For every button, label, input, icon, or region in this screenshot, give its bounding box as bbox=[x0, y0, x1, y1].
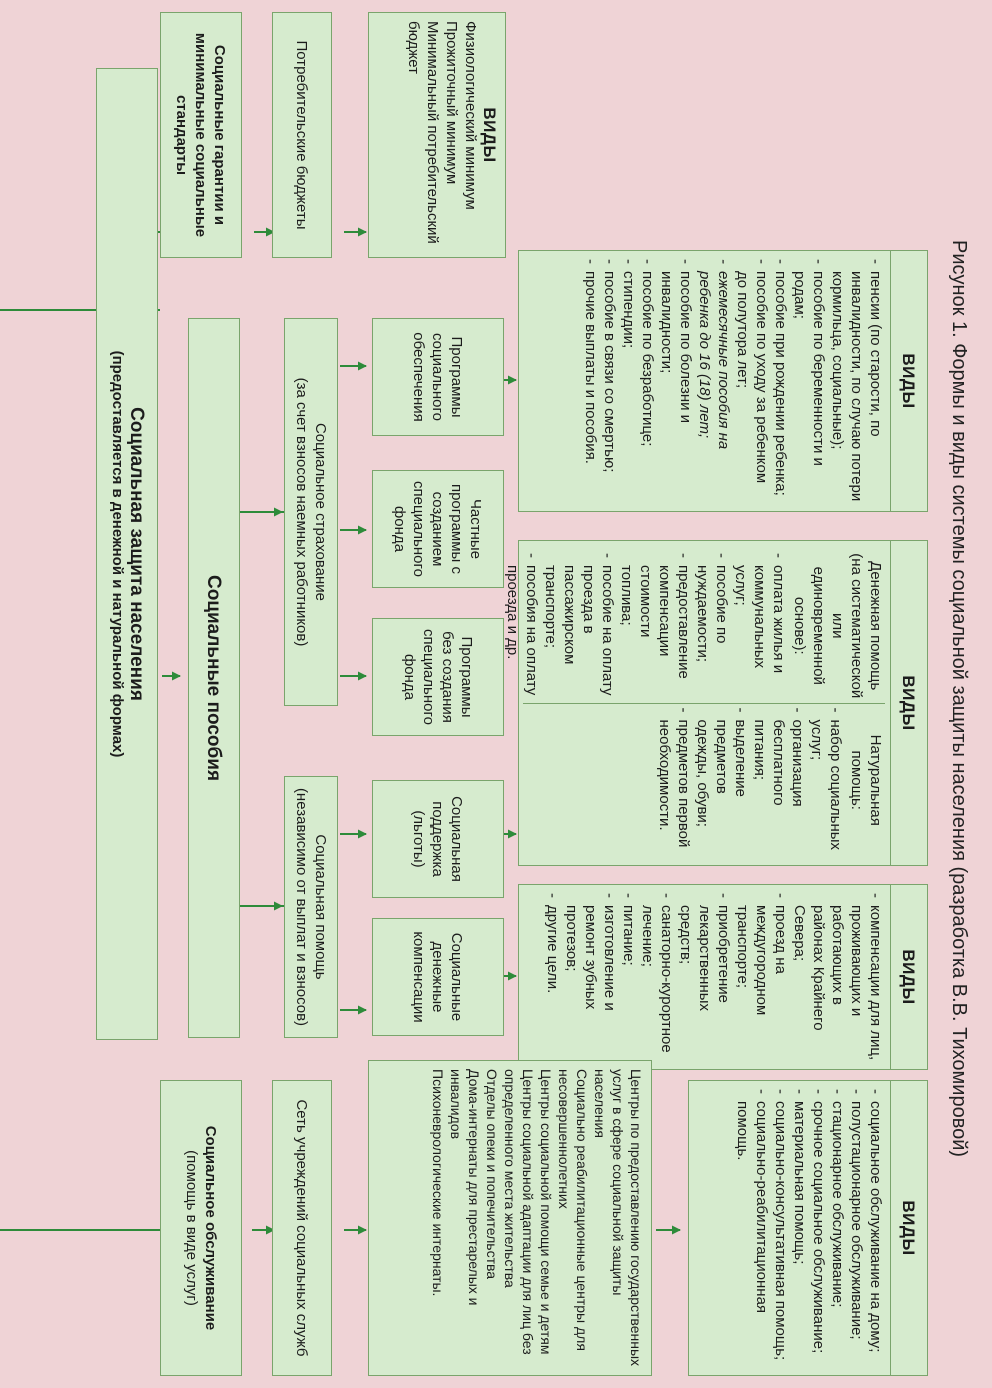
institution-item: Социально реабилитационные центры для несовершеннолетних bbox=[556, 1069, 590, 1351]
guarantees-title: Социальные гарантии и минимальные социальные стандарты bbox=[173, 32, 229, 238]
support-vidy-box bbox=[504, 540, 928, 866]
pension-vidy-box bbox=[518, 250, 928, 512]
institution-item: Психоневрологические интернаты. bbox=[430, 1069, 446, 1297]
list-item: - предметов первой необходимости. bbox=[655, 708, 693, 854]
program-label: Программы социального обеспечения bbox=[410, 332, 466, 422]
assistance-title: Социальная помощь bbox=[312, 834, 329, 980]
list-item: - полустационарное обслуживание; bbox=[847, 1089, 866, 1367]
list-item: - проезд на междугородном транспорте; bbox=[733, 893, 790, 1061]
support-box bbox=[372, 780, 504, 898]
guarantees-box bbox=[160, 12, 242, 258]
benefits-title: Социальные пособия bbox=[203, 574, 225, 782]
money-help-column bbox=[504, 549, 885, 703]
root-title: Социальная защита населения bbox=[126, 407, 147, 701]
list-item: - пособие на оплату проезда в пассажирском транспорте; bbox=[541, 553, 617, 699]
program-label: Частные программы с созданием специального фонда bbox=[391, 481, 485, 577]
left-vidy-label: ВИДЫ bbox=[480, 107, 499, 163]
list-item: - стипендии; bbox=[619, 259, 638, 503]
compensation-label: Социальные денежные компенсации bbox=[410, 931, 466, 1023]
service-subtitle: (помощь в виде услуг) bbox=[183, 1150, 200, 1306]
natural-help-title: Натуральная помощь: bbox=[848, 734, 884, 826]
program-box bbox=[372, 470, 504, 588]
list-item: - пенсии (по старости, по инвалидности, по случаю потери кормильца, социальные); bbox=[828, 259, 885, 503]
institution-item: Центры социальной адаптации для лиц без определенного места жительства bbox=[502, 1069, 536, 1355]
benefits-box bbox=[188, 318, 240, 1038]
budgets-box bbox=[272, 12, 332, 258]
figure-caption: Рисунок 1. Формы и виды системы социальной защиты населения (разработка В.В. Тихомировой) bbox=[948, 240, 970, 1158]
program-label: Программы без создания специального фонда bbox=[401, 629, 475, 725]
support-label: Социальная поддержка (льготы) bbox=[410, 796, 466, 882]
list-item: - компенсации для лиц, проживающих и работающих в районах Крайнего Севера; bbox=[790, 893, 885, 1061]
insurance-box bbox=[284, 318, 338, 706]
list-item: - пособие по болезни и инвалидности; bbox=[657, 259, 695, 503]
connector-middle-branch bbox=[252, 512, 284, 906]
institutions-box bbox=[368, 1060, 652, 1376]
list-item: - пособия на оплату проезда и др. bbox=[503, 553, 541, 699]
list-item: - стационарное обслуживание; bbox=[828, 1089, 847, 1367]
compensation-vidy-list bbox=[523, 893, 885, 1061]
list-item: - другие цели. bbox=[543, 893, 562, 1061]
list-item: - пособие по безработице; bbox=[638, 259, 657, 503]
list-item: - пособие при рождении ребенка; bbox=[771, 259, 790, 503]
network-label: Сеть учреждений социальных служб bbox=[293, 1099, 311, 1357]
list-item: - прочие выплаты и пособия. bbox=[581, 259, 600, 503]
money-help-title: Денежная помощь (на систематической или единовременной основе): bbox=[791, 553, 884, 699]
left-vidy-item: Прожиточный минимум bbox=[443, 21, 460, 185]
service-title: Социальное обслуживание bbox=[202, 1125, 219, 1331]
list-item: - социально-консультативная помощь; bbox=[771, 1089, 790, 1367]
institution-item: Отделы опеки и попечительства bbox=[484, 1069, 500, 1280]
list-item: - набор социальных услуг; bbox=[807, 708, 845, 854]
natural-help-column bbox=[523, 703, 885, 858]
root-box bbox=[96, 68, 158, 1040]
list-item: - выделение предметов одежды, обуви; bbox=[693, 708, 750, 854]
list-item: - питание; bbox=[619, 893, 638, 1061]
left-vidy-box bbox=[368, 12, 506, 258]
compensation-vidy-box bbox=[518, 884, 928, 1070]
list-item: - организация бесплатного питания; bbox=[750, 708, 807, 854]
institution-item: Центры социальной помощи семье и детям bbox=[538, 1069, 554, 1355]
program-box bbox=[372, 618, 504, 736]
list-item: - пособие в связи со смертью; bbox=[600, 259, 619, 503]
left-vidy-item: Физиологический минимум bbox=[462, 21, 479, 210]
compensation-box bbox=[372, 918, 504, 1036]
list-item: - пособие по нуждаемости; bbox=[693, 553, 731, 699]
support-vidy-label: ВИДЫ bbox=[890, 541, 927, 865]
root-subtitle: (предоставляется в денежной и натуральной формах) bbox=[109, 350, 126, 758]
list-item: - предоставление компенсации стоимости топлива; bbox=[617, 553, 693, 699]
right-vidy-label: ВИДЫ bbox=[890, 1081, 927, 1375]
left-vidy-item: Минимальный потребительский бюджет bbox=[405, 21, 441, 244]
list-item: - санаторно-курортное лечение; bbox=[638, 893, 676, 1061]
assistance-subtitle: (независимо от выплат и взносов) bbox=[293, 787, 310, 1027]
list-item: - социальное обслуживание на дому; bbox=[866, 1089, 885, 1367]
service-box bbox=[160, 1080, 242, 1376]
program-box bbox=[372, 318, 504, 436]
list-item: - пособие по беременности и родам; bbox=[790, 259, 828, 503]
pension-vidy-list bbox=[523, 259, 885, 503]
institution-item: Центры по предоставлению государственных услуг в сфере социальной защиты населения bbox=[592, 1069, 644, 1367]
list-item: - срочное социальное обслуживание; bbox=[809, 1089, 828, 1367]
right-vidy-box bbox=[688, 1080, 928, 1376]
list-item: - социально-реабилитационная помощь. bbox=[733, 1089, 771, 1367]
institution-item: Дома-интернаты для престарелых и инвалидов bbox=[448, 1069, 482, 1306]
list-item: - оплата жилья и коммунальных услуг; bbox=[731, 553, 788, 699]
right-vidy-list bbox=[693, 1089, 885, 1367]
budgets-label: Потребительские бюджеты bbox=[293, 40, 311, 230]
compensation-vidy-label: ВИДЫ bbox=[890, 885, 927, 1069]
network-box bbox=[272, 1080, 332, 1376]
list-item: - ежемесячные пособия на ребенка до 16 (18) лет; bbox=[695, 259, 733, 503]
list-item: - изготовление и ремонт зубных протезов; bbox=[562, 893, 619, 1061]
pension-vidy-label: ВИДЫ bbox=[890, 251, 927, 511]
list-item: - приобретение лекарственных средств; bbox=[676, 893, 733, 1061]
insurance-subtitle: (за счет взносов наемных работников) bbox=[293, 377, 310, 647]
list-item: - пособие по уходу за ребенком до полутора лет; bbox=[733, 259, 771, 503]
assistance-box bbox=[284, 776, 338, 1038]
insurance-title: Социальное страхование bbox=[312, 422, 329, 602]
list-item: - материальная помощь; bbox=[790, 1089, 809, 1367]
